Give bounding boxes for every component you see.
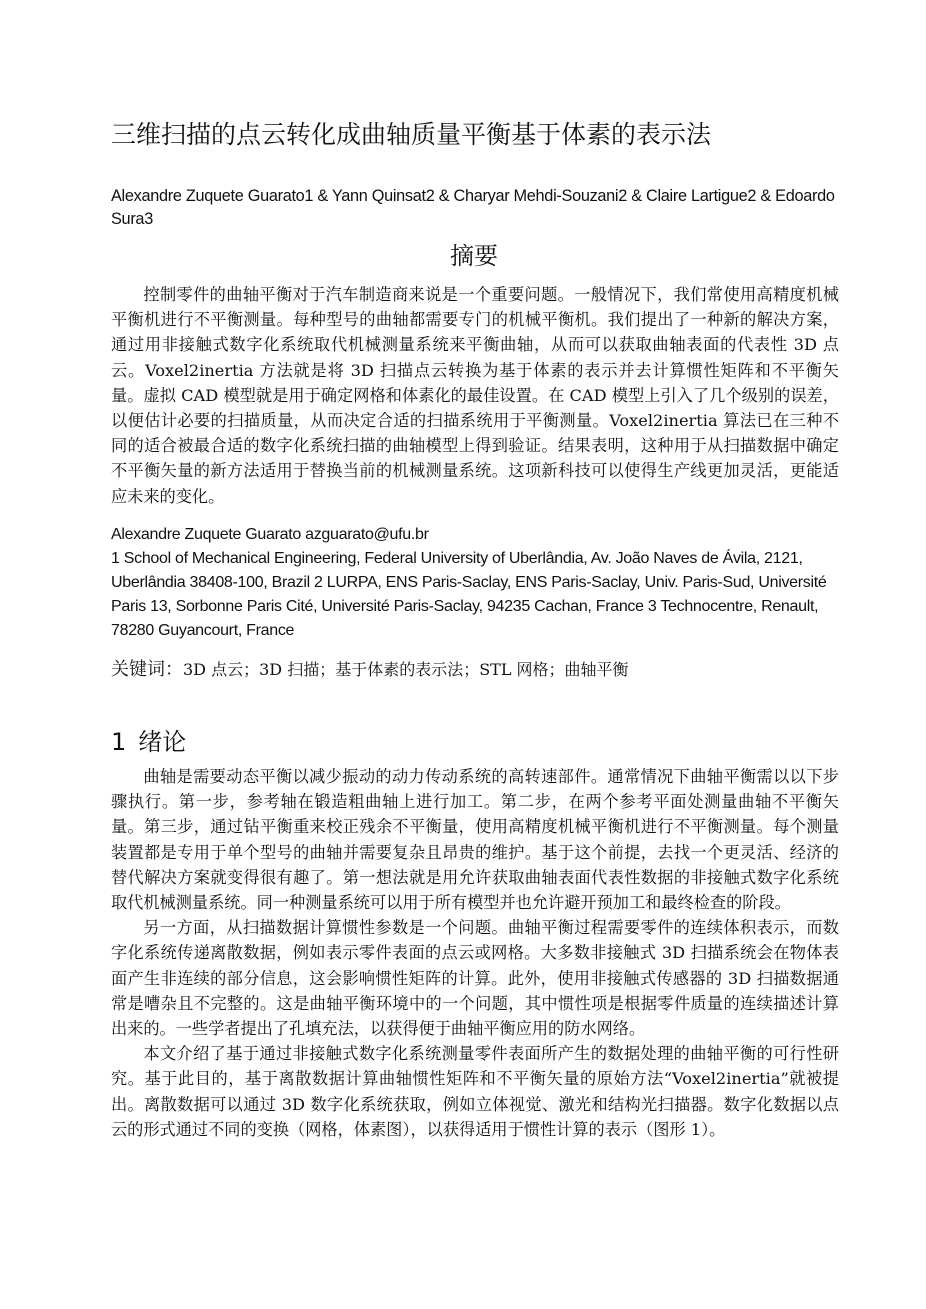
keywords-text: 3D 点云；3D 扫描；基于体素的表示法；STL 网格；曲轴平衡 (183, 660, 629, 679)
affiliations: 1 School of Mechanical Engineering, Federal University of Uberlândia, Av. João Naves de Ávila, 2121, Uberlândia 38408-100, Brazil 2 LURPA, ENS Paris-Saclay, ENS Paris-Saclay, Univ. Paris-Sud, Université Paris 13, Sorbonne Paris Cité, Université Paris-Saclay, 94235 Cachan, France 3 Technocentre, Renault, 78280 Guyancourt, France (111, 550, 827, 639)
author-contact (111, 523, 841, 643)
paper-title: 三维扫描的点云转化成曲轴质量平衡基于体素的表示法 (111, 120, 712, 149)
keywords-line (111, 657, 841, 683)
author-list: Alexandre Zuquete Guarato1 & Yann Quinsat2 & Charyar Mehdi-Souzani2 & Claire Lartigue2 & Edoardo Sura3 (111, 187, 835, 228)
section-body (111, 764, 839, 1142)
section-number: 1 (111, 728, 127, 756)
keywords-label: 关键词： (111, 659, 183, 680)
abstract-paragraph: 控制零件的曲轴平衡对于汽车制造商来说是一个重要问题。一般情况下，我们常使用高精度机械平衡机进行不平衡测量。每种型号的曲轴都需要专门的机械平衡机。我们提出了一种新的解决方案，通过用非接触式数字化系统取代机械测量系统来平衡曲轴，从而可以获取曲轴表面的代表性 3D 点云。Voxel2inertia 方法就是将 3D 扫描点云转换为基于体素的表示并去计算惯性矩阵和不平衡矢量。虚拟 CAD 模型就是用于确定网格和体素化的最佳设置。在 CAD 模型上引入了几个级别的误差，以便估计必要的扫描质量，从而决定合适的扫描系统用于平衡测量。Voxel2inertia 算法已在三种不同的适合被最合适的数字化系统扫描的曲轴模型上得到验证。结果表明，这种用于从扫描数据中确定不平衡矢量的新方法适用于替换当前的机械测量系统。这项新科技可以使得生产线更加灵活，更能适应未来的变化。 (111, 285, 839, 506)
body-paragraph: 另一方面，从扫描数据计算惯性参数是一个问题。曲轴平衡过程需要零件的连续体积表示，而数字化系统传递离散数据，例如表示零件表面的点云或网格。大多数非接触式 3D 扫描系统会在物体表面产生非连续的部分信息，这会影响惯性矩阵的计算。此外，使用非接触式传感器的 3D 扫描数据通常是嘈杂且不完整的。这是曲轴平衡环境中的一个问题，其中惯性项是根据零件质量的连续描述计算出来的。一些学者提出了孔填充法，以获得便于曲轴平衡应用的防水网络。 (111, 918, 839, 1039)
section-title: 绪论 (138, 728, 187, 756)
body-paragraph: 本文介绍了基于通过非接触式数字化系统测量零件表面所产生的数据处理的曲轴平衡的可行性研究。基于此目的，基于离散数据计算曲轴惯性矩阵和不平衡矢量的原始方法“Voxel2inertia”就被提出。离散数据可以通过 3D 数字化系统获取，例如立体视觉、激光和结构光扫描器。数字化数据以点云的形式通过不同的变换（网格，体素图），以获得适用于惯性计算的表示（图形 1）。 (111, 1044, 839, 1139)
abstract-heading: 摘要 (450, 242, 498, 270)
contact-email-line: Alexandre Zuquete Guarato azguarato@ufu.br (111, 526, 429, 543)
section-heading (111, 724, 841, 760)
abstract-section (111, 282, 839, 509)
body-paragraph: 曲轴是需要动态平衡以减少振动的动力传动系统的高转速部件。通常情况下曲轴平衡需以以下步骤执行。第一步，参考轴在锻造粗曲轴上进行加工。第二步，在两个参考平面处测量曲轴不平衡矢量。第三步，通过钻平衡重来校正残余不平衡量，使用高精度机械平衡机进行不平衡测量。每个测量装置都是专用于单个型号的曲轴并需要复杂且昂贵的维护。基于这个前提，去找一个更灵活、经济的替代解决方案就变得很有趣了。第一想法就是用允许获取曲轴表面代表性数据的非接触式数字化系统取代机械测量系统。同一种测量系统可以用于所有模型并也允许避开预加工和最终检查的阶段。 (111, 767, 839, 913)
